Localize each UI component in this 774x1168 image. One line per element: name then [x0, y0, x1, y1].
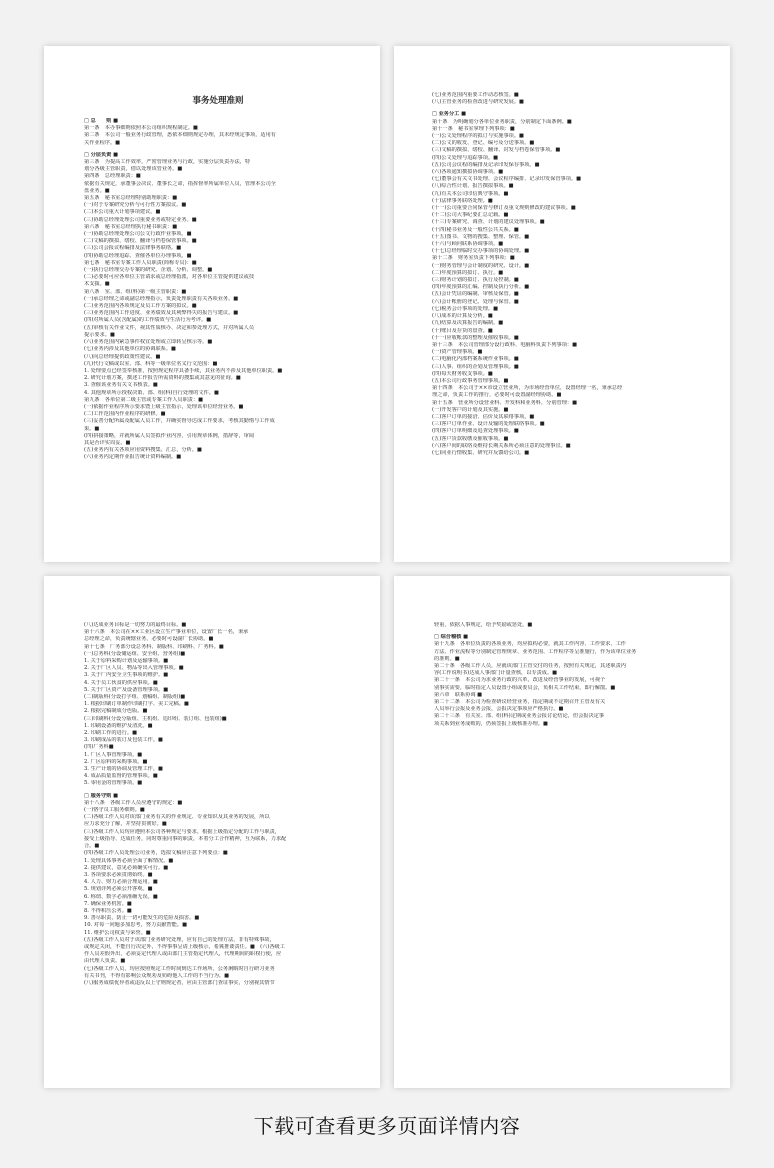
text-line: (一)对于专案研究分析与可行性方案拟议。■ — [84, 202, 187, 209]
text-line: 2. 根据完稿制成分色版。■ — [84, 708, 148, 715]
text-line: (九)有关本公司印信典守事项。■ — [432, 190, 509, 197]
text-line: 1. 厂区人事管理事项。■ — [84, 751, 143, 758]
text-line: 第二十一条 本公司为求业务行政的兴革，改进及经营事业的发展，可视个 — [434, 677, 606, 684]
text-line: (六)各项通知撰拟协调事项。■ — [432, 169, 504, 176]
text-line: (五)公司会议程的编排及记录印发保存事项。■ — [432, 161, 540, 168]
page-body — [432, 92, 702, 457]
text-line: (八)主管业务的检查改进与研究发展。■ — [432, 99, 524, 106]
text-line: 1. 处理具体事务必须全面了解情况。■ — [84, 857, 174, 864]
text-line: (七)同业行情收集、研究并反馈给公司。■ — [432, 449, 530, 456]
text-line: 4. 成品质量监督的管理事项。■ — [84, 773, 158, 780]
text-line: 7. 确保业务机密。■ — [84, 900, 132, 907]
text-line: 1. 根据印刷订单制作印刷打字、美工完稿。■ — [84, 701, 189, 708]
text-line: 有关书刊，不得有影响公众规劝及妨碍他人工作的不当行为。■ — [84, 972, 229, 979]
text-line: (六)业务范围内紧急事件权宜处理或立即转呈核示等。■ — [84, 339, 213, 346]
text-line: (四)公文处理与追踪事项。■ — [432, 154, 499, 161]
text-line: 3. 关于厂内安全卫生事项的维护。■ — [84, 672, 169, 679]
text-line: (十一)应收帐款的整理及催收事项。■ — [432, 334, 519, 341]
text-line: (八)向总经理提供政策性建议。■ — [84, 353, 161, 360]
page-body — [434, 622, 702, 728]
text-line: (十二)公司大事纪要汇总记载。■ — [432, 212, 509, 219]
text-line: 第五条 秘书室总经理特别助理职责：■ — [84, 195, 178, 202]
page-body — [84, 118, 352, 462]
text-line: (二)文稿的撰拟、缮校、翻译与档卷保管事项。■ — [84, 238, 197, 245]
text-line: 1. 处理要点已经签奉核准，按照规定程序具备手续，其业务内不涉及其他单位职责。■ — [84, 367, 283, 374]
text-line: (五)各级工作人员对于该部门业务研究处理，应有自己的处理方法，非有特殊事故， — [84, 936, 275, 943]
text-line: (二)制版科(分设打字组、划稿组、制版组)■ — [84, 694, 186, 701]
text-line: 3. 各项要求必须贯彻始终。■ — [84, 871, 153, 878]
text-line: (五)本公司行政事务管理事项。■ — [432, 377, 509, 384]
text-line: 第十五条 营业所分设营业科、开发科和业务科，分别管理：■ — [432, 399, 577, 406]
text-line: 第十八条 各级工作人员应遵守的规定：■ — [84, 799, 183, 806]
text-line: 第十条 为明确划分各单位业务职责，分别制定下面条例。■ — [432, 118, 572, 125]
text-line: 第六章 联系协调 ■ — [434, 691, 483, 698]
text-line: 第二十三条 有关室、部、组(科)定期或业务会报讨论结论，但会报决定事 — [434, 713, 605, 720]
text-line: (七)各级工作人员，均应按照规定工作时间到达工作场所，公务涧暇时自行研习业务 — [84, 965, 275, 972]
document-page-2 — [394, 46, 730, 562]
text-line: (二)必要时可应各单位主管请求或总经理指派，对各单位主管提供建议或技 — [84, 274, 255, 281]
text-line: 关作业程序。■ — [84, 139, 121, 146]
text-line: (二)工作范围内作业程序的研修。■ — [84, 411, 166, 418]
text-line: (九)代行文稿或以室、部、科等一级单位名义行文范围：■ — [84, 360, 218, 367]
text-line: 4. 人力、财力必须合理运用。■ — [84, 879, 158, 886]
text-line: 第八条 室、部、组(科)第一级主管职责：■ — [84, 288, 187, 295]
text-line: 第四条 总经理职责：■ — [84, 173, 141, 180]
text-line: 理之命，负责工作的推行，必要时可设置副经理协助。■ — [432, 392, 562, 399]
text-line: (一)公文处理程序的拟订与实施事项。■ — [432, 133, 524, 140]
text-line: 第十二条 财务室负责下列事项：■ — [432, 255, 515, 262]
text-line: (三)财务计划的拟订、执行及控制。■ — [432, 277, 519, 284]
text-line: 别事实需要，临时指定人员设置小组或委员会，负相关工作结束，即行解散。■ — [434, 684, 616, 691]
text-line: 第九条 各单位第二级主管或专案工作人员职责：■ — [84, 396, 204, 403]
text-line: 第二条 本公司一般业务行政管理，悉依本细则规定办理，其未经规定事项，适用有 — [84, 132, 276, 139]
text-line: 2. 厂区原料的采购事项。■ — [84, 758, 148, 765]
text-line: 第十六条 本公司在××工业区设立生产事业单位，设置厂长一名，秉承 — [84, 629, 249, 636]
text-line: 2. 印刷工作的进行。■ — [84, 730, 137, 737]
text-line: (二)年度预算的拟订、执行。■ — [432, 269, 504, 276]
text-line: 作人员差假外出，必须妥定代理人或由部门主管指定代理人，代理期间的职权行使，应 — [84, 951, 282, 958]
text-line: (三)各级工作人员均应遵照本公司各种规定与要求，根据上级指定分配的工作与职责， — [84, 828, 280, 835]
text-line: 术支援。■ — [84, 281, 110, 288]
text-line: 的准则。■ — [434, 655, 460, 662]
text-line: 6. 称谓、数字必须准确无误。■ — [84, 893, 158, 900]
text-line: (一)资产管理事项。■ — [432, 349, 483, 356]
section-heading: □ 服务守则 ■ — [84, 793, 354, 800]
text-line: 2. 关于厂区人员、物品等出入管理事项。■ — [84, 665, 184, 672]
text-line: (一)承总经理之命或副总经理指示，负责处理职责有关各项业务。■ — [84, 295, 239, 302]
text-line: (一)恪守员工服务细则。■ — [84, 807, 145, 814]
text-line: 第六条 秘书室总经理执行秘书职责：■ — [84, 223, 178, 230]
text-line: 盘业务。■ — [84, 187, 110, 194]
text-line: (四)每天财务收支事项。■ — [432, 370, 493, 377]
text-line: (三)印刷科(分设分版组、主机组、追印组、装订组、包装组)■ — [84, 715, 227, 722]
text-line: 应力求充分了解，并坚持贯彻好。■ — [84, 821, 167, 828]
text-line: (八)成本的计算及分析。■ — [432, 313, 493, 320]
text-line: 果。■ — [84, 425, 100, 432]
text-line: (一)开发客户的计划及其实施。■ — [432, 406, 509, 413]
text-line: (三)公司会报议程编排及法律事务联络。■ — [84, 245, 182, 252]
text-line: 其是否详实周妥。■ — [84, 439, 131, 446]
text-line: 人员举行会报及业务会报，会报决定事项应严格执行。■ — [434, 706, 564, 713]
text-line: 3. 印刷成品的装订及包装工作。■ — [84, 737, 163, 744]
text-line: 5. 零用金的管理事项。■ — [84, 780, 143, 787]
text-line: (二)客户订单的接洽、估价及其联络事项。■ — [432, 413, 535, 420]
text-line: 1. 关于原料采购计划及运输事项。■ — [84, 658, 169, 665]
text-line: 1. 印刷设备的维护及清洗。■ — [84, 722, 153, 729]
text-line: 2. 研究计划方案，撰述工作报告所需资料的搜集或其意见的征询。■ — [84, 375, 241, 382]
text-line: (一)财务管理与会计制度的研究、设计。■ — [432, 262, 530, 269]
text-line: (四)客户订单明细及追查处理事项。■ — [432, 428, 519, 435]
text-line: 提示要求。■ — [84, 331, 115, 338]
text-line: 3. 生产计划的协调及管理工作。■ — [84, 766, 163, 773]
text-line: (一)总务科(分设储运组、安全组、营务组)■ — [84, 650, 186, 657]
text-line: 方法、作业流程等分别制定管理规章、业务范围、工作程序等呈准施行，作为该单位业务 — [434, 648, 637, 655]
text-line: (六)客户间的联络及维持长期关系所必须注意的处理事宜。■ — [432, 442, 571, 449]
text-line: (六)会计帐册的登记、处理与保管。■ — [432, 298, 519, 305]
text-line: (四)拼接策略，并就所属人员签拟作业内容，引用规章体例，措辞等，审阅 — [84, 432, 255, 439]
text-line: 5. 关于厂区资产及设备管理事项。■ — [84, 686, 169, 693]
text-line: (十)法律事务联络处理。■ — [432, 197, 493, 204]
text-line: (三)妥善分配所属及配属人员工作，并确实督导达成工作要求，考核其勤惰与工作成 — [84, 418, 275, 425]
text-line: (一)协助总经理处理公司公文行政作业事项。■ — [84, 231, 192, 238]
text-line: (五)客户货款收缴及催收事项。■ — [432, 435, 509, 442]
text-line: 第十三条 本公司管理部分设行政科、电脑科负责下列事项：■ — [432, 341, 577, 348]
text-line: (十七)总经理临时交办事项的协调处理。■ — [432, 248, 530, 255]
text-line: 第十七条 厂务部分设总务科、制版科、印刷科、厂务科。■ — [84, 643, 224, 650]
text-line: 第十一条 秘书室掌理下列事项：■ — [432, 125, 515, 132]
text-line: (一)执行总经理交办专案的研究、企划、分析、调整。■ — [84, 267, 213, 274]
text-line: (二)本公司重大计划事项建议。■ — [84, 209, 161, 216]
document-title: 事务处理准则 — [192, 96, 244, 106]
document-page-3 — [44, 576, 380, 1088]
text-line: (三)协助总经理处理公司重要业务或特定业务。■ — [84, 216, 197, 223]
text-line: (七)董事会有关文书处理、会议程序编排、记录印发保管事项。■ — [432, 176, 582, 183]
download-caption: 下载可查看更多页面详情内容 — [253, 1114, 521, 1138]
text-line: 4. 关于员工伙食的供应事项。■ — [84, 679, 158, 686]
text-line: 第十九条 各单位负责的各项业务，均应拟构必要，就其工作内容、工作要求、工作 — [434, 641, 626, 648]
text-line: 合。■ — [84, 843, 100, 850]
text-line: 总经理之命，负责统辖业务，必要时可设副厂长协助。■ — [84, 636, 214, 643]
text-line: (八)服务成绩优异者或违反以上守则规定者，应由主管部门查证事实，分别视其情节 — [84, 979, 275, 986]
text-line: 11. 维护公司权责与荣誉。■ — [84, 929, 151, 936]
text-line: (十四)秘书业务及一般性公共关系。■ — [432, 226, 519, 233]
page-body — [84, 622, 354, 987]
text-line: (四)厂务科■ — [84, 744, 114, 751]
text-line: (五)业务内有关各项应用资料搜集、汇总、分析。■ — [84, 447, 202, 454]
text-line: 依据有关规定，承董事会决议、董事长之命，指挥督率所属单位人员，管理本公司全 — [84, 180, 276, 187]
document-page-4 — [394, 576, 730, 1088]
text-line: 5. 规划详列必须公开客观。■ — [84, 886, 153, 893]
text-line: 9. 善尽职责，防止一切可能发生的危险及损害。■ — [84, 915, 200, 922]
text-line: 3. 查催该业务有关文书核表。■ — [84, 382, 158, 389]
text-line: 第三条 为提高工作效率，严密管理业务与行政，实施分层负责办法，特 — [84, 159, 251, 166]
text-line: 第一条 本办事细则依照本公司组织规程制定。■ — [84, 125, 198, 132]
text-line: (十一)公司重要合同保管与修订及重文规则修改的建议事项。■ — [432, 205, 576, 212]
text-line: (八)达成业务目标是一切努力的最终目标。■ — [84, 622, 187, 628]
text-line: 第十四条 本公司于××市设立营业所，为市场经营单位，设置经理一名，秉承总经 — [432, 385, 623, 392]
text-line: 容(工作说明书)达成人事部门计量查核，以专责成。■ — [434, 670, 558, 677]
text-line: (十五)图书、文物的搜集、整理、保管。■ — [432, 233, 530, 240]
text-line: (八)综合性计划、报告撰拟事项。■ — [432, 183, 514, 190]
text-line: (四)协助总经理追踪、查催各单位办理事项。■ — [84, 252, 192, 259]
text-line: (三)业务范围内工作进度、业务绩效及其利弊得失的报告与建议。■ — [84, 310, 239, 317]
text-line: (五)审核有关作业文件，视其性质核办、决定和参处理方式，并对所属人员 — [84, 324, 255, 331]
text-line: (六)业务内定期作业报告统计资料编制。■ — [84, 454, 182, 461]
text-line: 轻重，依据人事规定，给予奖励或惩处。■ — [434, 622, 533, 628]
text-line: (五)会计凭证的编制、审核及保管。■ — [432, 291, 519, 298]
text-line: (九)结算及决算报告的编制。■ — [432, 320, 504, 327]
text-line: 接受上级指导、达成任务，同时尊重同事的职责，本着分工合作精神，互为联系，力求配 — [84, 835, 287, 842]
text-line: (三)人事、组织的企划及管理事项。■ — [432, 363, 519, 370]
text-line: (三)文稿的撰拟、缮校、翻译、封发与档卷保管事项。■ — [432, 147, 561, 154]
text-line: (三)客户订单作业、设计及输的处理联络事项。■ — [432, 421, 545, 428]
text-line: 8. 不得积压公务。■ — [84, 907, 132, 914]
text-line: (二)各级工作人员对该部门业务有关的作业规定、专业知识及其业务的发展，所以 — [84, 814, 270, 821]
section-heading: □ 综合稽核 ■ — [434, 634, 702, 641]
text-line: 第二十二条 本公司为检查研议经营业务，指定期或不定期召开主管及有关 — [434, 699, 606, 706]
section-heading: □ 总 则 ■ — [84, 118, 352, 125]
text-line: 2. 提供建议，意见必须确实可行。■ — [84, 864, 169, 871]
text-line: (十)账目及存货的盘查。■ — [432, 327, 493, 334]
text-line: (四)年度预算的汇编、控制及执行分析。■ — [432, 284, 530, 291]
text-line: (四)对所属人员(含配属)的工作绩效与生活行为考评。■ — [84, 317, 212, 324]
text-line: (七)业务范围内重要工作动态核签。■ — [432, 92, 519, 98]
text-line: (四)各级工作人员处理公司业务，选拟文稿应注意下列要点：■ — [84, 850, 228, 857]
section-heading: □ 分层负责 ■ — [84, 152, 352, 159]
text-line: (十六)与顾问联系协调事项。■ — [432, 241, 504, 248]
text-line: 划分各级主管职责，借以处理该管业务。■ — [84, 166, 183, 173]
text-line: (七)税务会计事项的处理。■ — [432, 305, 499, 312]
text-line: (二)业务范围内各项规定及员工作方案的拟议。■ — [84, 303, 197, 310]
text-line: (七)业务内涉及其他单位的协调联系。■ — [84, 346, 176, 353]
text-line: 由代理人负责。■ — [84, 958, 126, 965]
text-line: (二)电脑化内部档案系统作业事项。■ — [432, 356, 519, 363]
text-line: 第二十条 各级工作人员，应就该部门主管交付的任务，按照有关规定，其述职责内 — [434, 663, 626, 670]
text-line: 4. 其他规章所示授权决策、部、组(科)自行处理的文件。■ — [84, 389, 219, 396]
section-heading: □ 业务分工 ■ — [432, 111, 702, 118]
text-line: (一)依据作业程序所示要求暨上级主管指示，处理该单位经营业务。■ — [84, 403, 244, 410]
text-line: 10. 对每一问题多加思考，努力贡献智能。■ — [84, 922, 187, 929]
text-line: (二)公文的收发、登记、编号及分送事项。■ — [432, 140, 535, 147]
document-page-1 — [44, 46, 380, 562]
text-line: 项关系到业务成败的，仍须签报上级核准办理。■ — [434, 720, 548, 727]
text-line: (十三)专案研究、调查、计划的建议处理事项。■ — [432, 219, 545, 226]
text-line: 或规定关闭，不能自行决定外，不得事事呈请上级核示，希冀推诿责任。■ (六)各级工 — [84, 943, 285, 950]
text-line: 第七条 秘书室专案工作人员职责(简称专员)：■ — [84, 259, 197, 266]
